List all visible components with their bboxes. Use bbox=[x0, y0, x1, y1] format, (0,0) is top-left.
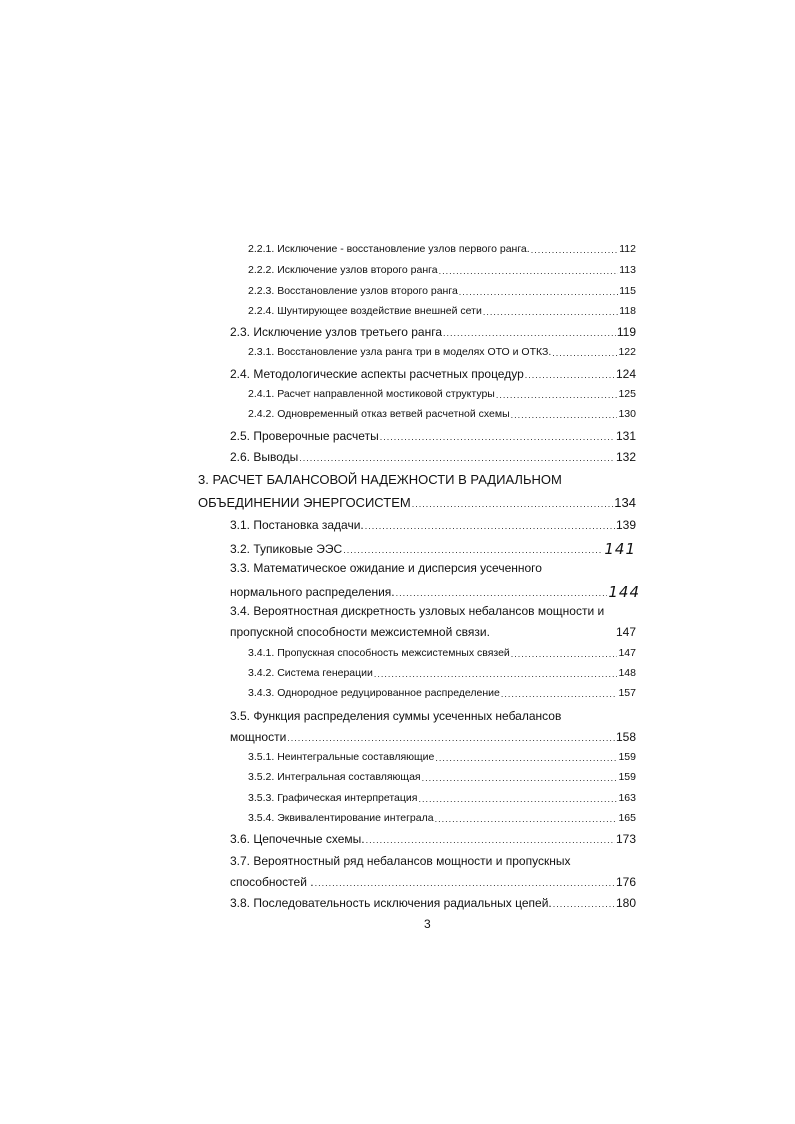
toc-entry-3-8 bbox=[230, 897, 636, 909]
toc-entry-3-7-line1: 3.7. Вероятностный ряд небалансов мощности и пропускных bbox=[230, 854, 571, 868]
toc-entry-2-2-1 bbox=[248, 244, 636, 255]
toc-entry-title: 2.2.4. Шунтирующее воздействие внешней сети bbox=[248, 305, 482, 317]
dot-leader bbox=[443, 329, 616, 338]
dot-leader bbox=[365, 522, 615, 531]
dot-leader bbox=[511, 650, 618, 659]
toc-chapter-3-title-line1: 3. РАСЧЕТ БАЛАНСОВОЙ НАДЕЖНОСТИ В РАДИАЛЬНОМ bbox=[198, 472, 562, 487]
toc-entry-2-3-1 bbox=[248, 347, 636, 358]
dot-leader bbox=[374, 670, 618, 679]
dot-leader bbox=[418, 795, 617, 804]
toc-entry-title: 2.6. Выводы bbox=[230, 450, 299, 464]
toc-entry-2-2-3 bbox=[248, 286, 636, 297]
toc-entry-3-4-2 bbox=[248, 668, 636, 679]
dot-leader bbox=[422, 774, 618, 783]
toc-entry-title: 2.2.2. Исключение узлов второго ранга bbox=[248, 264, 438, 276]
toc-entry-page: 122 bbox=[618, 346, 636, 358]
toc-entry-title: 2.2.1. Исключение - восстановление узлов первого ранга. bbox=[248, 243, 530, 255]
toc-entry-page: 125 bbox=[618, 388, 636, 400]
toc-entry-title: 3.8. Последовательность исключения радиальных цепей. bbox=[230, 896, 552, 910]
dot-leader bbox=[287, 734, 615, 743]
toc-entry-page: 147 bbox=[618, 647, 636, 659]
toc-entry-3-5-4 bbox=[248, 813, 636, 824]
toc-entry-title: 3.2. Тупиковые ЭЭС bbox=[230, 542, 343, 556]
toc-entry-2-4-1 bbox=[248, 389, 636, 400]
toc-entry-page: 139 bbox=[615, 518, 636, 532]
toc-entry-3-7 bbox=[230, 876, 636, 888]
dot-leader bbox=[439, 267, 619, 276]
toc-entry-2-6 bbox=[230, 451, 636, 463]
toc-entry-title: 3.5.1. Неинтегральные составляющие bbox=[248, 751, 435, 763]
toc-entry-page: 157 bbox=[618, 687, 636, 699]
dot-leader bbox=[553, 900, 615, 909]
toc-entry-title: 3.4.2. Система генерации bbox=[248, 667, 373, 679]
toc-entry-2-3 bbox=[230, 326, 636, 338]
toc-entry-3-4-1 bbox=[248, 648, 636, 659]
toc-entry-page: 132 bbox=[615, 450, 636, 464]
toc-entry-page-handwritten: 141 bbox=[604, 540, 636, 558]
toc-entry-page: 180 bbox=[615, 896, 636, 910]
toc-entry-title: мощности bbox=[230, 730, 287, 744]
toc-entry-page: 113 bbox=[619, 264, 636, 276]
page-number: 3 bbox=[424, 917, 431, 931]
toc-entry-3-4 bbox=[230, 626, 636, 638]
toc-entry-title: 2.3.1. Восстановление узла ранга три в моделях ОТО и ОТКЗ. bbox=[248, 346, 552, 358]
toc-entry-2-4-2 bbox=[248, 409, 636, 420]
toc-entry-chapter-3 bbox=[198, 496, 636, 509]
toc-entry-title: 3.4.3. Однородное редуцированное распределение bbox=[248, 687, 500, 699]
toc-entry-title: 3.1. Постановка задачи. bbox=[230, 518, 364, 532]
toc-entry-page: 124 bbox=[615, 367, 636, 381]
toc-entry-page: 134 bbox=[614, 495, 636, 510]
toc-entry-title: 3.5.2. Интегральная составляющая bbox=[248, 771, 421, 783]
toc-entry-3-2 bbox=[230, 540, 636, 558]
toc-entry-title: пропускной способности межсистемной связи. bbox=[230, 625, 490, 639]
toc-entry-3-4-3 bbox=[248, 688, 636, 699]
dot-leader bbox=[412, 500, 614, 509]
toc-entry-title: 3.4.1. Пропускная способность межсистемных связей bbox=[248, 647, 510, 659]
toc-entry-page: 115 bbox=[619, 285, 636, 297]
toc-entry-page: 112 bbox=[619, 243, 636, 255]
toc-entry-title: 2.5. Проверочные расчеты bbox=[230, 429, 379, 443]
dot-leader bbox=[459, 288, 618, 297]
dot-leader bbox=[315, 879, 615, 888]
toc-entry-page: 173 bbox=[615, 832, 636, 846]
toc-entry-title: 3.5.4. Эквивалентирование интеграла bbox=[248, 812, 434, 824]
toc-entry-3-3 bbox=[230, 583, 640, 601]
toc-entry-title: 3.6. Цепочечные схемы. bbox=[230, 832, 365, 846]
toc-entry-3-5-line1: 3.5. Функция распределения суммы усеченных небалансов bbox=[230, 709, 562, 723]
toc-entry-page: 147 bbox=[615, 625, 636, 639]
toc-entry-title: 2.3. Исключение узлов третьего ранга bbox=[230, 325, 442, 339]
toc-entry-3-5-3 bbox=[248, 793, 636, 804]
toc-entry-page: 159 bbox=[618, 751, 636, 763]
toc-entry-title: 2.4.1. Расчет направленной мостиковой структуры bbox=[248, 388, 495, 400]
dot-leader bbox=[511, 411, 618, 420]
toc-entry-title: 2.4. Методологические аспекты расчетных процедур bbox=[230, 367, 524, 381]
toc-entry-page: 163 bbox=[618, 792, 636, 804]
toc-entry-title: способностей . bbox=[230, 875, 314, 889]
dot-leader bbox=[525, 371, 615, 380]
toc-entry-3-5 bbox=[230, 731, 636, 743]
dot-leader bbox=[496, 391, 618, 400]
toc-entry-title: 3.5.3. Графическая интерпретация bbox=[248, 792, 418, 804]
dot-leader bbox=[483, 308, 618, 317]
toc-entry-page: 118 bbox=[619, 305, 636, 317]
toc-entry-2-4 bbox=[230, 368, 636, 380]
dot-leader bbox=[501, 690, 618, 699]
toc-entry-page: 130 bbox=[618, 408, 636, 420]
toc-entry-3-6 bbox=[230, 833, 636, 845]
toc-entry-2-2-4 bbox=[248, 306, 636, 317]
toc-entry-page: 131 bbox=[615, 429, 636, 443]
dot-leader bbox=[435, 815, 618, 824]
toc-entry-title: ОБЪЕДИНЕНИИ ЭНЕРГОСИСТЕМ bbox=[198, 495, 411, 510]
toc-entry-title: нормального распределения. bbox=[230, 585, 395, 599]
toc-entry-3-5-1 bbox=[248, 752, 636, 763]
toc-entry-3-3-line1: 3.3. Математическое ожидание и дисперсия усеченного bbox=[230, 561, 542, 575]
dot-leader bbox=[366, 836, 615, 845]
toc-entry-page: 165 bbox=[618, 812, 636, 824]
toc-entry-3-5-2 bbox=[248, 772, 636, 783]
toc-entry-page: 148 bbox=[618, 667, 636, 679]
dot-leader bbox=[531, 246, 619, 255]
toc-entry-2-2-2 bbox=[248, 265, 636, 276]
dot-leader bbox=[396, 589, 608, 598]
toc-entry-page-handwritten: 144 bbox=[608, 583, 640, 601]
dot-leader bbox=[435, 754, 617, 763]
toc-entry-title: 2.4.2. Одновременный отказ ветвей расчетной схемы bbox=[248, 408, 510, 420]
toc-entry-3-4-line1: 3.4. Вероятностная дискретность узловых небалансов мощности и bbox=[230, 604, 605, 618]
dot-leader bbox=[380, 433, 615, 442]
toc-entry-page: 159 bbox=[618, 771, 636, 783]
toc-entry-page: 158 bbox=[615, 730, 636, 744]
dot-leader bbox=[552, 349, 617, 358]
dot-leader bbox=[299, 454, 615, 463]
toc-entry-3-1 bbox=[230, 519, 636, 531]
toc-entry-page: 176 bbox=[615, 875, 636, 889]
toc-entry-2-5 bbox=[230, 430, 636, 442]
dot-leader bbox=[343, 546, 603, 555]
toc-entry-title: 2.2.3. Восстановление узлов второго ранга bbox=[248, 285, 458, 297]
toc-entry-page: 119 bbox=[616, 325, 636, 339]
